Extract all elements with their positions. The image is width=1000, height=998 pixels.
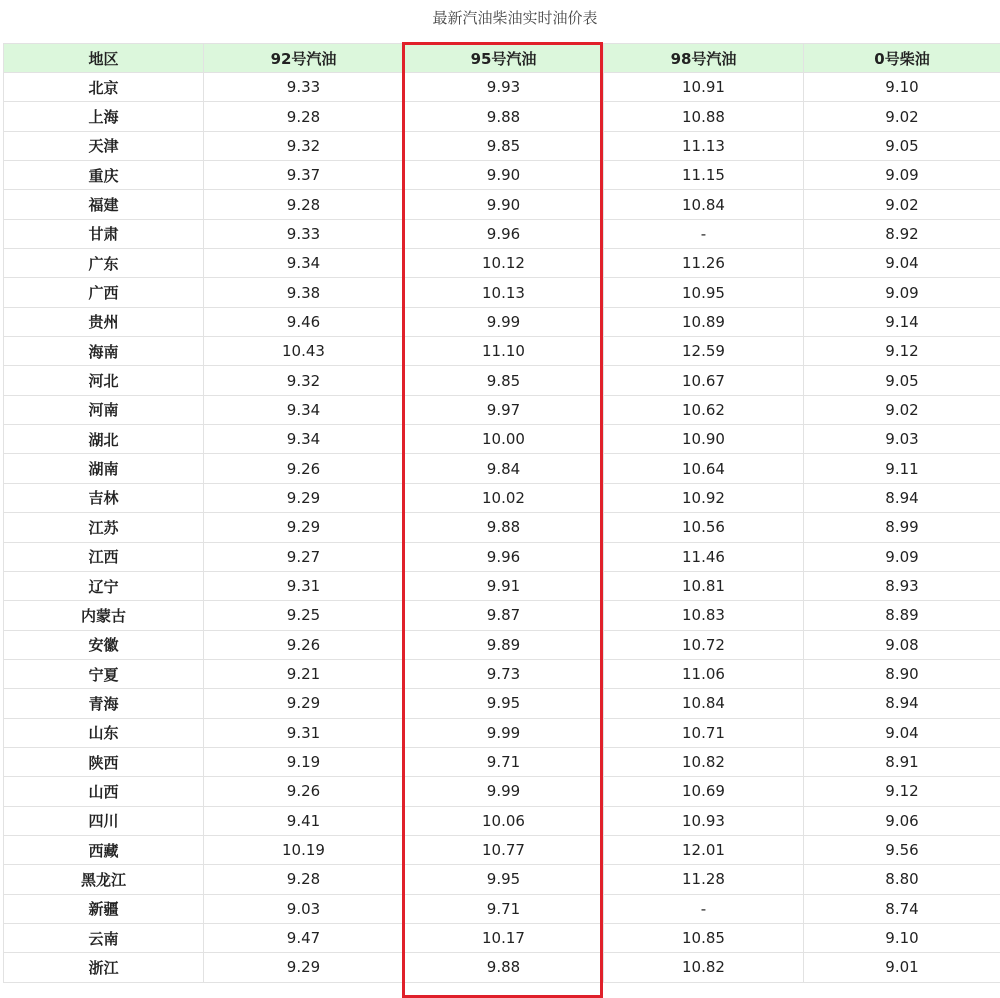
region-cell: 河南: [4, 395, 204, 424]
price-92-cell: 10.43: [204, 337, 404, 366]
price-0-diesel-cell: 9.02: [804, 102, 1000, 131]
table-row: [4, 366, 1000, 395]
table-row: [4, 835, 1000, 864]
price-98-cell: 10.72: [604, 630, 804, 659]
price-92-cell: 9.28: [204, 865, 404, 894]
price-0-diesel-cell: 8.91: [804, 747, 1000, 776]
price-95-cell: 9.88: [404, 513, 604, 542]
price-92-cell: 9.41: [204, 806, 404, 835]
price-0-diesel-cell: 9.10: [804, 73, 1000, 102]
price-98-cell: 10.83: [604, 601, 804, 630]
price-98-cell: 10.90: [604, 425, 804, 454]
table-row: [4, 689, 1000, 718]
region-cell: 重庆: [4, 161, 204, 190]
price-95-cell: 9.71: [404, 894, 604, 923]
price-98-cell: 10.84: [604, 689, 804, 718]
region-cell: 新疆: [4, 894, 204, 923]
price-98-cell: 10.88: [604, 102, 804, 131]
price-98-cell: 10.84: [604, 190, 804, 219]
region-cell: 上海: [4, 102, 204, 131]
price-98-cell: 10.64: [604, 454, 804, 483]
table-row: [4, 278, 1000, 307]
price-92-cell: 9.03: [204, 894, 404, 923]
table-row: [4, 102, 1000, 131]
price-95-cell: 9.87: [404, 601, 604, 630]
price-0-diesel-cell: 8.94: [804, 483, 1000, 512]
price-92-cell: 9.29: [204, 689, 404, 718]
price-95-cell: 9.89: [404, 630, 604, 659]
region-cell: 云南: [4, 923, 204, 952]
region-cell: 吉林: [4, 483, 204, 512]
column-header-98-gasoline: 98号汽油: [604, 44, 804, 73]
price-95-cell: 10.02: [404, 483, 604, 512]
price-95-cell: 10.00: [404, 425, 604, 454]
price-0-diesel-cell: 9.09: [804, 278, 1000, 307]
price-92-cell: 9.33: [204, 219, 404, 248]
price-98-cell: 10.85: [604, 923, 804, 952]
price-98-cell: 10.69: [604, 777, 804, 806]
price-92-cell: 9.34: [204, 425, 404, 454]
price-0-diesel-cell: 9.14: [804, 307, 1000, 336]
table-row: [4, 718, 1000, 747]
region-cell: 黑龙江: [4, 865, 204, 894]
price-95-cell: 9.96: [404, 542, 604, 571]
column-header-95-gasoline: 95号汽油: [404, 44, 604, 73]
region-cell: 陕西: [4, 747, 204, 776]
region-cell: 北京: [4, 73, 204, 102]
price-92-cell: 9.29: [204, 513, 404, 542]
price-95-cell: 9.95: [404, 865, 604, 894]
table-row: [4, 953, 1000, 982]
price-0-diesel-cell: 9.12: [804, 777, 1000, 806]
price-92-cell: 9.26: [204, 454, 404, 483]
price-98-cell: 10.71: [604, 718, 804, 747]
price-98-cell: 10.95: [604, 278, 804, 307]
price-0-diesel-cell: 9.02: [804, 395, 1000, 424]
table-row: [4, 894, 1000, 923]
region-cell: 西藏: [4, 835, 204, 864]
price-98-cell: 10.67: [604, 366, 804, 395]
price-95-cell: 9.88: [404, 953, 604, 982]
table-body: [4, 73, 1000, 983]
price-98-cell: 11.13: [604, 131, 804, 160]
table-row: [4, 806, 1000, 835]
price-0-diesel-cell: 9.06: [804, 806, 1000, 835]
table-row: [4, 777, 1000, 806]
price-0-diesel-cell: 8.99: [804, 513, 1000, 542]
price-92-cell: 9.47: [204, 923, 404, 952]
price-95-cell: 9.71: [404, 747, 604, 776]
price-92-cell: 9.29: [204, 483, 404, 512]
price-92-cell: 9.38: [204, 278, 404, 307]
price-92-cell: 9.31: [204, 571, 404, 600]
price-0-diesel-cell: 9.09: [804, 161, 1000, 190]
table-row: [4, 131, 1000, 160]
price-0-diesel-cell: 9.09: [804, 542, 1000, 571]
price-95-cell: 9.97: [404, 395, 604, 424]
table-row: [4, 454, 1000, 483]
price-0-diesel-cell: 9.10: [804, 923, 1000, 952]
price-95-cell: 9.99: [404, 777, 604, 806]
region-cell: 江苏: [4, 513, 204, 542]
price-0-diesel-cell: 8.94: [804, 689, 1000, 718]
price-0-diesel-cell: 8.80: [804, 865, 1000, 894]
price-92-cell: 9.25: [204, 601, 404, 630]
price-92-cell: 9.28: [204, 190, 404, 219]
price-98-cell: 10.91: [604, 73, 804, 102]
price-0-diesel-cell: 8.92: [804, 219, 1000, 248]
price-92-cell: 9.19: [204, 747, 404, 776]
price-98-cell: 11.15: [604, 161, 804, 190]
price-95-cell: 9.84: [404, 454, 604, 483]
price-98-cell: 11.26: [604, 249, 804, 278]
price-95-cell: 11.10: [404, 337, 604, 366]
price-95-cell: 9.99: [404, 718, 604, 747]
price-0-diesel-cell: 9.01: [804, 953, 1000, 982]
region-cell: 海南: [4, 337, 204, 366]
table-row: [4, 923, 1000, 952]
price-95-cell: 9.88: [404, 102, 604, 131]
table-row: [4, 395, 1000, 424]
price-92-cell: 9.28: [204, 102, 404, 131]
price-95-cell: 9.96: [404, 219, 604, 248]
region-cell: 安徽: [4, 630, 204, 659]
price-95-cell: 9.73: [404, 659, 604, 688]
price-92-cell: 9.34: [204, 249, 404, 278]
price-98-cell: 12.01: [604, 835, 804, 864]
price-98-cell: 10.81: [604, 571, 804, 600]
region-cell: 河北: [4, 366, 204, 395]
price-98-cell: -: [604, 894, 804, 923]
price-98-cell: 10.82: [604, 747, 804, 776]
price-92-cell: 9.32: [204, 131, 404, 160]
table-row: [4, 542, 1000, 571]
table-row: [4, 865, 1000, 894]
price-98-cell: 11.28: [604, 865, 804, 894]
price-95-cell: 10.77: [404, 835, 604, 864]
price-95-cell: 10.06: [404, 806, 604, 835]
price-95-cell: 10.13: [404, 278, 604, 307]
column-header-region: 地区: [4, 44, 204, 73]
price-0-diesel-cell: 9.04: [804, 249, 1000, 278]
region-cell: 浙江: [4, 953, 204, 982]
price-98-cell: -: [604, 219, 804, 248]
table-row: [4, 249, 1000, 278]
price-95-cell: 10.12: [404, 249, 604, 278]
price-0-diesel-cell: 8.74: [804, 894, 1000, 923]
price-92-cell: 9.34: [204, 395, 404, 424]
price-92-cell: 9.31: [204, 718, 404, 747]
price-0-diesel-cell: 8.89: [804, 601, 1000, 630]
price-98-cell: 10.62: [604, 395, 804, 424]
price-98-cell: 10.82: [604, 953, 804, 982]
table-row: [4, 190, 1000, 219]
table-row: [4, 307, 1000, 336]
price-92-cell: 9.46: [204, 307, 404, 336]
table-header-row: [4, 44, 1000, 73]
table-row: [4, 337, 1000, 366]
region-cell: 甘肃: [4, 219, 204, 248]
price-98-cell: 10.56: [604, 513, 804, 542]
price-92-cell: 9.29: [204, 953, 404, 982]
table-row: [4, 747, 1000, 776]
price-95-cell: 9.95: [404, 689, 604, 718]
table-row: [4, 513, 1000, 542]
price-0-diesel-cell: 8.90: [804, 659, 1000, 688]
region-cell: 贵州: [4, 307, 204, 336]
price-95-cell: 9.93: [404, 73, 604, 102]
region-cell: 广东: [4, 249, 204, 278]
region-cell: 山西: [4, 777, 204, 806]
price-92-cell: 10.19: [204, 835, 404, 864]
price-0-diesel-cell: 9.11: [804, 454, 1000, 483]
table-row: [4, 73, 1000, 102]
region-cell: 宁夏: [4, 659, 204, 688]
price-0-diesel-cell: 9.12: [804, 337, 1000, 366]
region-cell: 福建: [4, 190, 204, 219]
price-95-cell: 9.99: [404, 307, 604, 336]
price-95-cell: 9.85: [404, 366, 604, 395]
region-cell: 四川: [4, 806, 204, 835]
price-92-cell: 9.26: [204, 630, 404, 659]
price-0-diesel-cell: 8.93: [804, 571, 1000, 600]
price-98-cell: 12.59: [604, 337, 804, 366]
price-95-cell: 9.85: [404, 131, 604, 160]
table-row: [4, 161, 1000, 190]
table-row: [4, 483, 1000, 512]
region-cell: 天津: [4, 131, 204, 160]
table-row: [4, 425, 1000, 454]
price-92-cell: 9.27: [204, 542, 404, 571]
price-0-diesel-cell: 9.05: [804, 131, 1000, 160]
price-95-cell: 9.90: [404, 190, 604, 219]
table-row: [4, 659, 1000, 688]
region-cell: 湖南: [4, 454, 204, 483]
region-cell: 山东: [4, 718, 204, 747]
price-0-diesel-cell: 9.04: [804, 718, 1000, 747]
region-cell: 辽宁: [4, 571, 204, 600]
oil-price-table: [3, 43, 1000, 983]
table-row: [4, 571, 1000, 600]
price-98-cell: 11.46: [604, 542, 804, 571]
table-row: [4, 630, 1000, 659]
region-cell: 青海: [4, 689, 204, 718]
price-92-cell: 9.32: [204, 366, 404, 395]
price-92-cell: 9.21: [204, 659, 404, 688]
price-95-cell: 9.91: [404, 571, 604, 600]
price-98-cell: 11.06: [604, 659, 804, 688]
price-98-cell: 10.93: [604, 806, 804, 835]
price-98-cell: 10.89: [604, 307, 804, 336]
price-0-diesel-cell: 9.02: [804, 190, 1000, 219]
price-92-cell: 9.33: [204, 73, 404, 102]
region-cell: 广西: [4, 278, 204, 307]
price-0-diesel-cell: 9.03: [804, 425, 1000, 454]
price-0-diesel-cell: 9.56: [804, 835, 1000, 864]
price-0-diesel-cell: 9.05: [804, 366, 1000, 395]
table-row: [4, 219, 1000, 248]
price-98-cell: 10.92: [604, 483, 804, 512]
region-cell: 江西: [4, 542, 204, 571]
column-header-92-gasoline: 92号汽油: [204, 44, 404, 73]
page-title: 最新汽油柴油实时油价表: [0, 8, 1000, 28]
price-92-cell: 9.37: [204, 161, 404, 190]
price-92-cell: 9.26: [204, 777, 404, 806]
price-95-cell: 9.90: [404, 161, 604, 190]
region-cell: 湖北: [4, 425, 204, 454]
region-cell: 内蒙古: [4, 601, 204, 630]
column-header-0-diesel: 0号柴油: [804, 44, 1000, 73]
price-0-diesel-cell: 9.08: [804, 630, 1000, 659]
table-row: [4, 601, 1000, 630]
price-95-cell: 10.17: [404, 923, 604, 952]
